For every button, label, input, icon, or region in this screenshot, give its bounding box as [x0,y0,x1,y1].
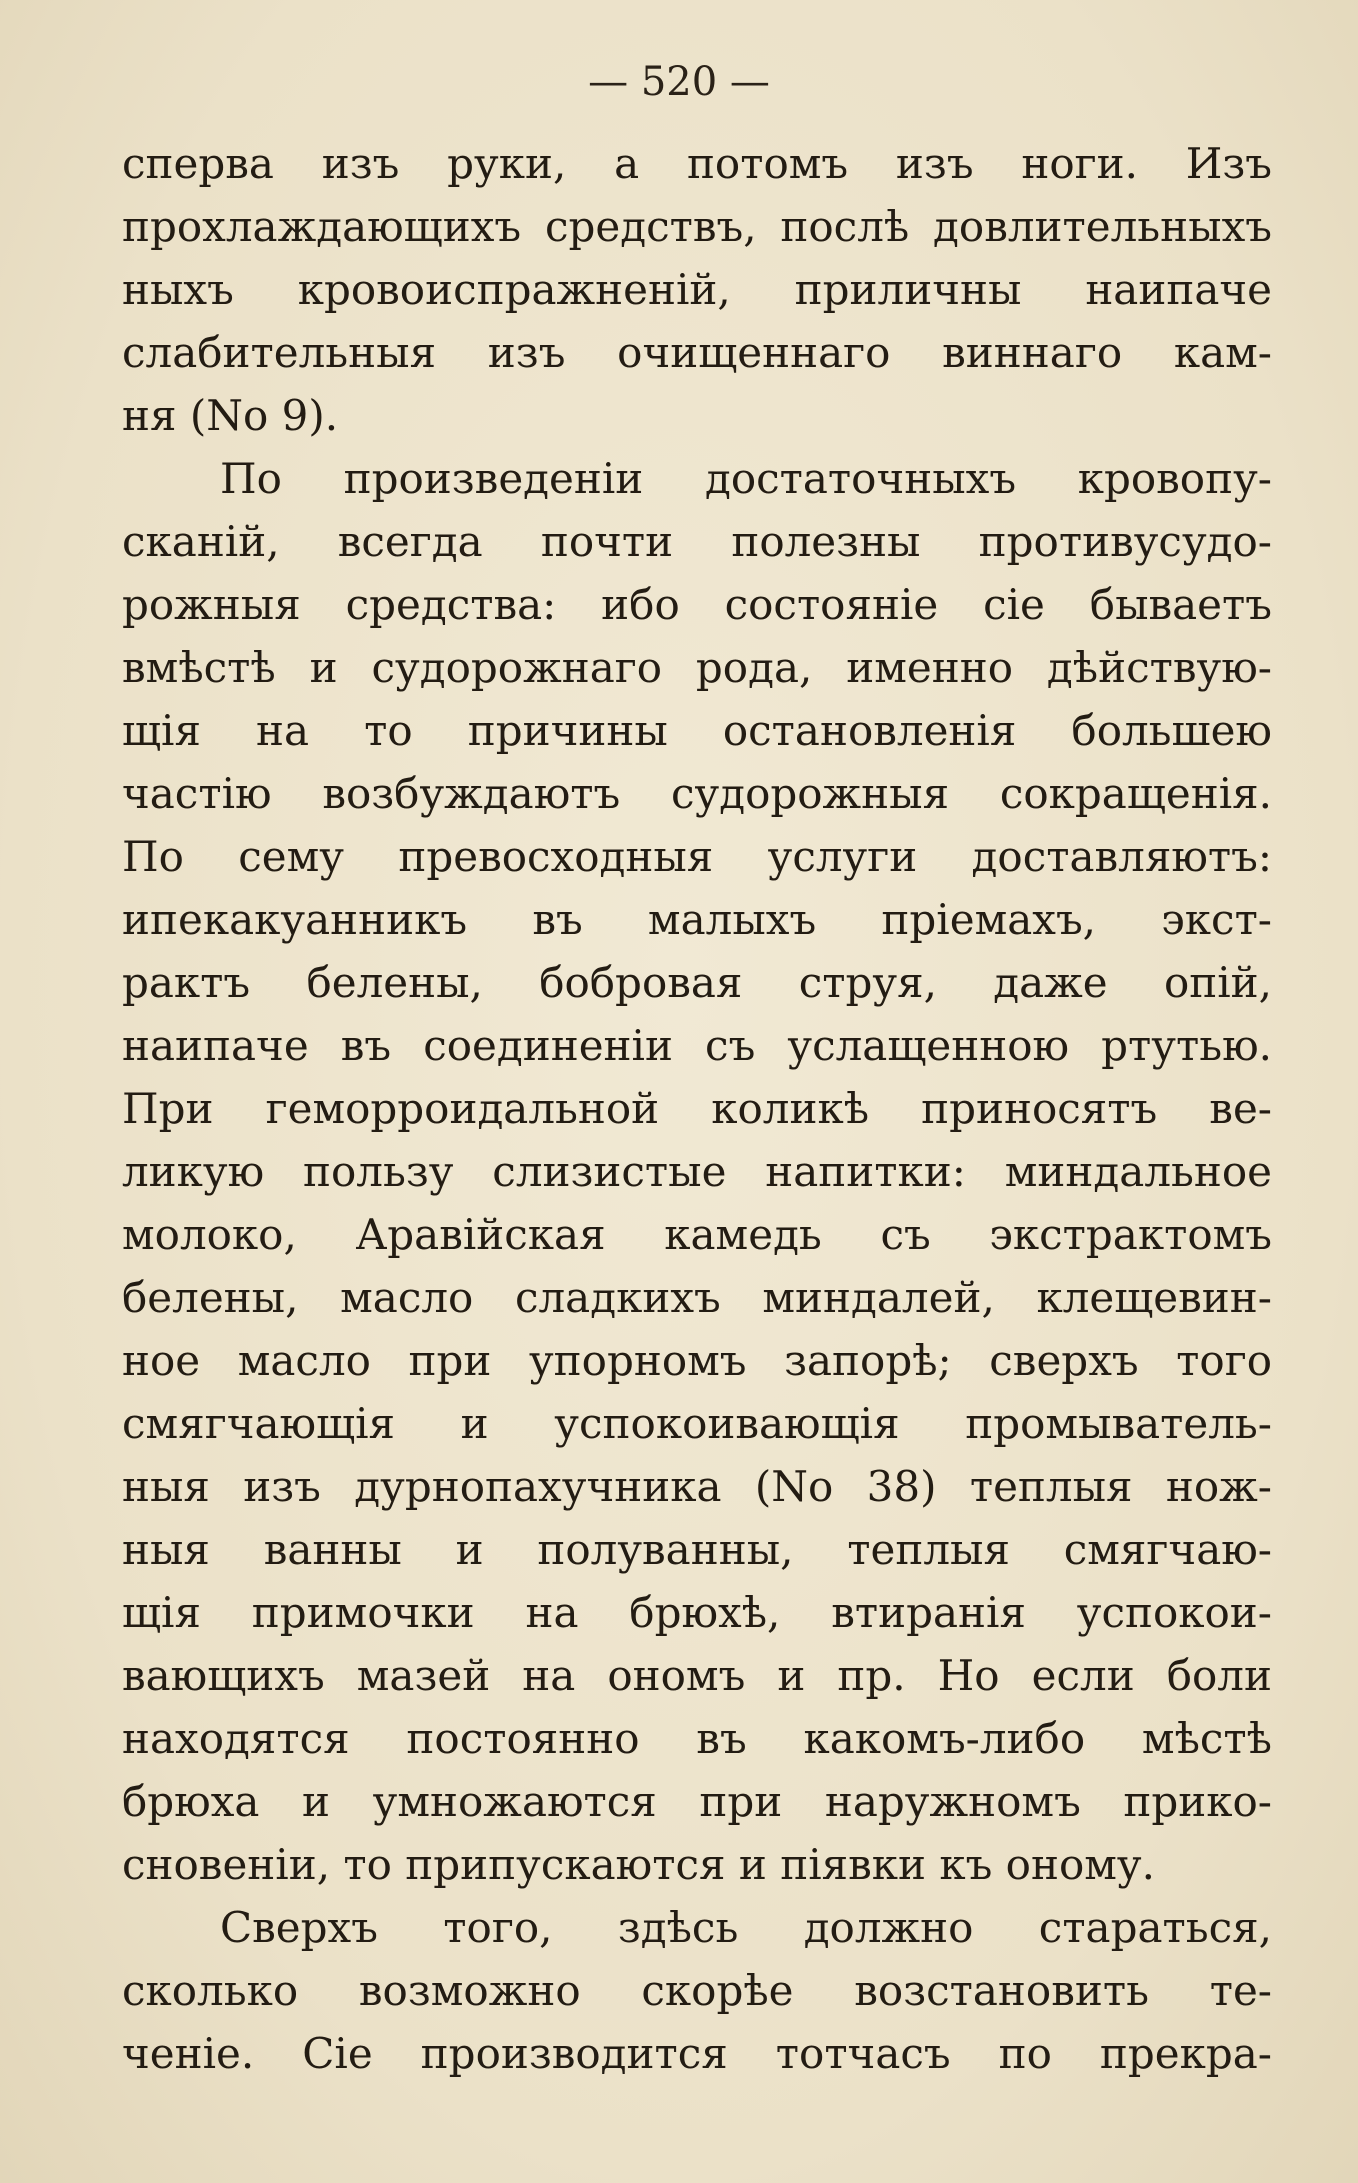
text-line: сколько возможно скорѣе возстановить те- [122,1966,1272,2015]
body-text [122,132,1272,2085]
text-line: вмѣстѣ и судорожнаго рода, именно дѣйствую- [122,643,1272,692]
text-line: рожныя средства: ибо состояніе сіе бываетъ [122,580,1272,629]
text-line: брюха и умножаются при наружномъ прико- [122,1777,1272,1826]
text-line: сновеніи, то припускаются и піявки къ оному. [122,1840,1155,1889]
text-line: По произведеніи достаточныхъ кровопу- [220,454,1272,503]
text-line: ипекакуанникъ въ малыхъ пріемахъ, экст- [122,895,1272,944]
text-line: слабительныя изъ очищеннаго виннаго кам- [122,328,1272,377]
text-line: прохлаждающихъ средствъ, послѣ довлительныхъ [122,202,1272,251]
text-line: частію возбуждаютъ судорожныя сокращенія. [122,769,1272,818]
text-line: ное масло при упорномъ запорѣ; сверхъ того [122,1336,1272,1385]
text-line: наипаче въ соединеніи съ услащенною ртутью. [122,1021,1272,1070]
text-line: сканій, всегда почти полезны противусудо- [122,517,1272,566]
text-line: Сверхъ того, здѣсь должно стараться, [220,1903,1272,1952]
text-line: ныя изъ дурнопахучника (No 38) теплыя нож- [122,1462,1272,1511]
text-line: ликую пользу слизистые напитки: миндальное [122,1147,1272,1196]
text-line: щія на то причины остановленія большею [122,706,1272,755]
text-line: ныя ванны и полуванны, теплыя смягчаю- [122,1525,1272,1574]
text-line: сперва изъ руки, а потомъ изъ ноги. Изъ [122,139,1272,188]
text-line: белены, масло сладкихъ миндалей, клещевин- [122,1273,1272,1322]
text-line: смягчающія и успокоивающія промыватель- [122,1399,1272,1448]
text-line: При геморроидальной коликѣ приносятъ ве- [122,1084,1272,1133]
page-number: — 520 — [588,59,770,105]
text-line: ныхъ кровоиспражненій, приличны наипаче [122,265,1272,314]
text-line: По сему превосходныя услуги доставляютъ: [122,832,1272,881]
text-line: ченіе. Сіе производится тотчасъ по прекра- [122,2029,1272,2078]
text-line: вающихъ мазей на ономъ и пр. Но если боли [122,1651,1272,1700]
text-line: щія примочки на брюхѣ, втиранія успокои- [122,1588,1272,1637]
text-line: рактъ белены, бобровая струя, даже опій, [122,958,1272,1007]
text-line: ня (No 9). [122,391,339,440]
text-line: находятся постоянно въ какомъ-либо мѣстѣ [122,1714,1272,1763]
text-line: молоко, Аравійская камедь съ экстрактомъ [122,1210,1272,1259]
